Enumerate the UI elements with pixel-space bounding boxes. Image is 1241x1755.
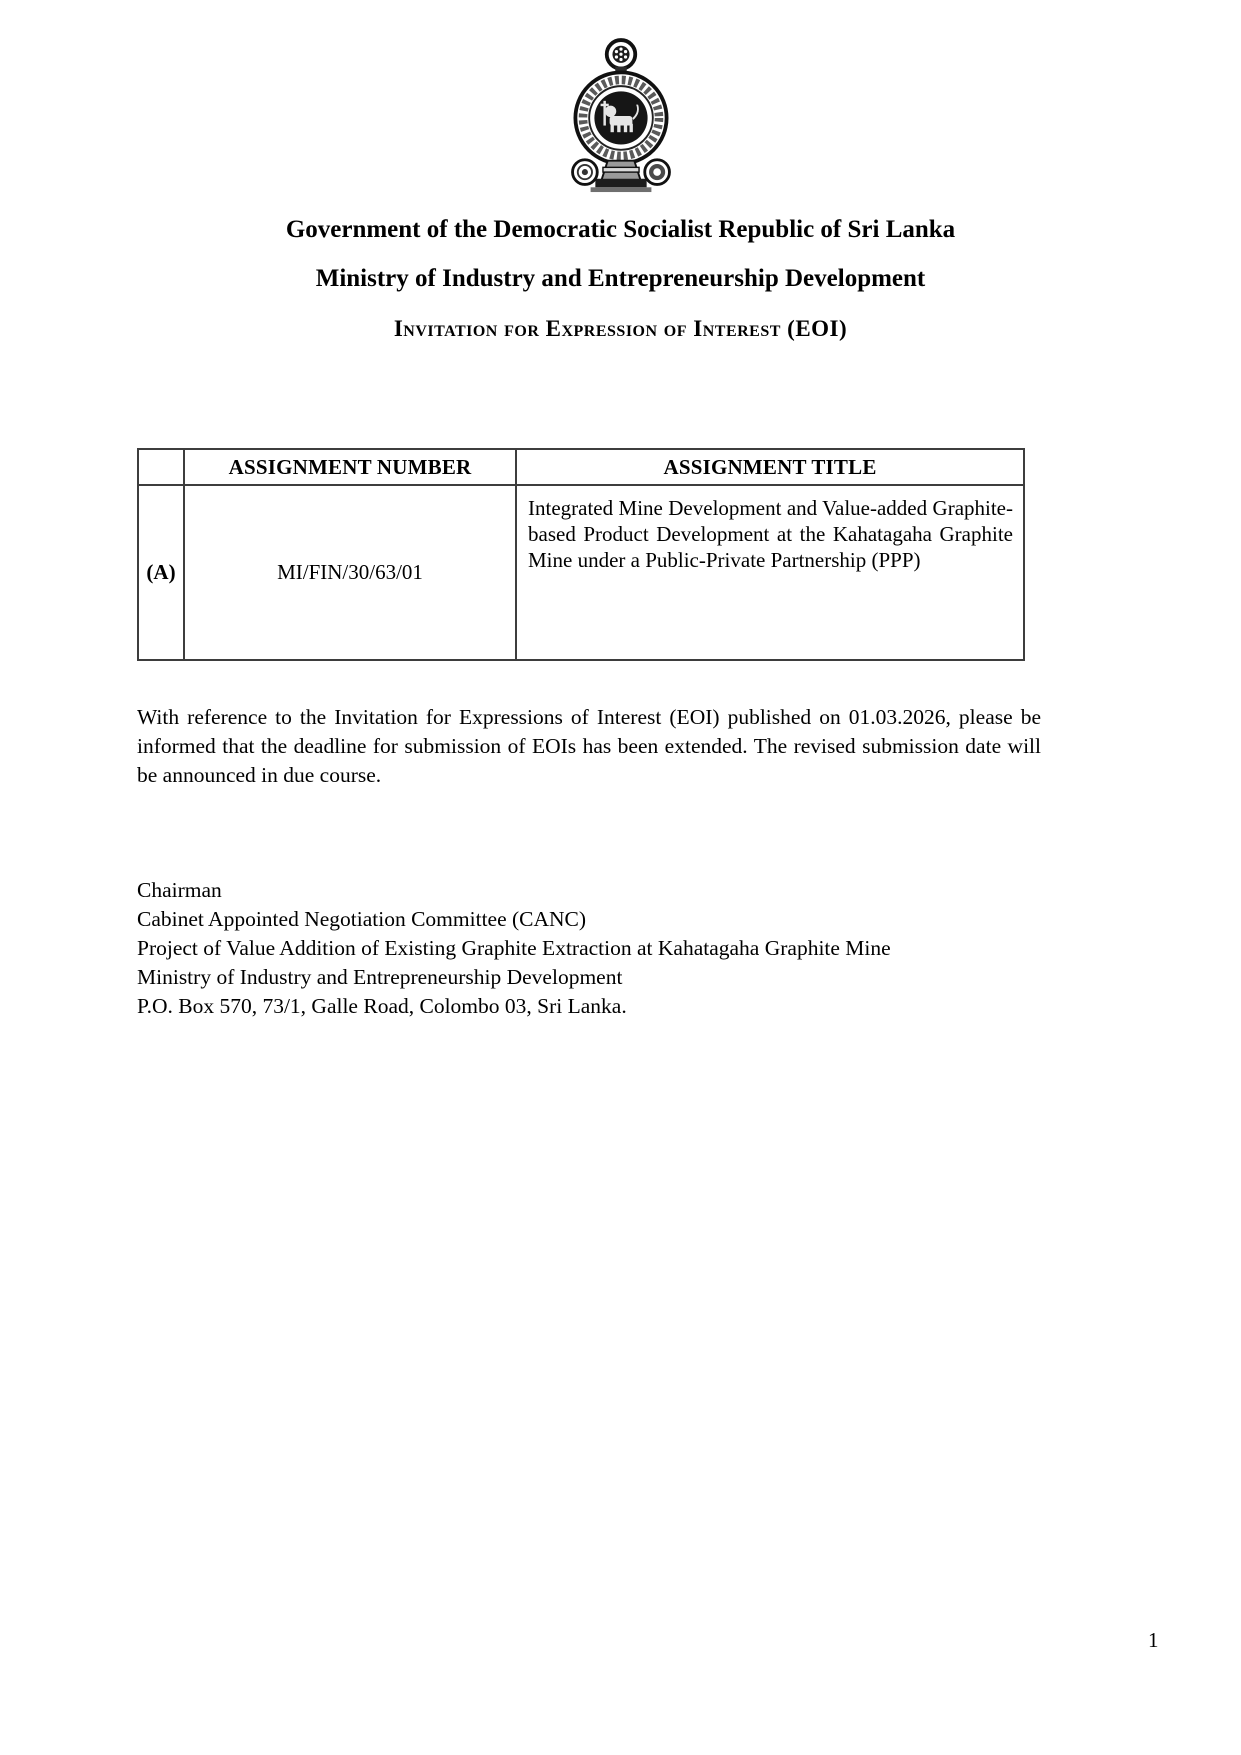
notice-paragraph: With reference to the Invitation for Expressions of Interest (EOI) published on 01.03.2026, please be informed that the deadline for submission of EOIs has been extended. The revised submission date will be announced in due course.: [137, 705, 1041, 787]
table-header-assignment-title: ASSIGNMENT TITLE: [516, 449, 1024, 485]
heading-ministry: Ministry of Industry and Entrepreneurship Development: [315, 265, 926, 292]
signature-address: P.O. Box 570, 73/1, Galle Road, Colombo 03, Sri Lanka.: [137, 994, 627, 1018]
page-number: 1: [1148, 1628, 1159, 1652]
table-row: [138, 485, 1024, 660]
assignment-label-cell: (A): [138, 485, 184, 660]
heading-government: Government of the Democratic Socialist Republic of Sri Lanka: [285, 216, 956, 243]
heading-eoi-invitation: Invitation for Expression of Interest (EOI): [393, 316, 848, 341]
signature-ministry: Ministry of Industry and Entrepreneurship Development: [137, 965, 623, 989]
signature-chairman: Chairman: [137, 878, 222, 902]
signature-committee: Cabinet Appointed Negotiation Committee (CANC): [137, 907, 587, 931]
table-header-empty: [138, 449, 184, 485]
table-header-row: [138, 449, 1024, 485]
sri-lanka-emblem-icon: [564, 36, 678, 198]
assignment-table: [137, 448, 1025, 661]
emblem-container: [0, 0, 1241, 203]
signature-project: Project of Value Addition of Existing Graphite Extraction at Kahatagaha Graphite Mine: [137, 936, 891, 960]
assignment-title-cell: Integrated Mine Development and Value-added Graphite-based Product Development at the Kahatagaha Graphite Mine under a Public-Private Partnership (PPP): [516, 485, 1024, 660]
signature-block: [137, 876, 1081, 1021]
assignment-number-cell: MI/FIN/30/63/01: [184, 485, 516, 660]
table-header-assignment-number: ASSIGNMENT NUMBER: [184, 449, 516, 485]
